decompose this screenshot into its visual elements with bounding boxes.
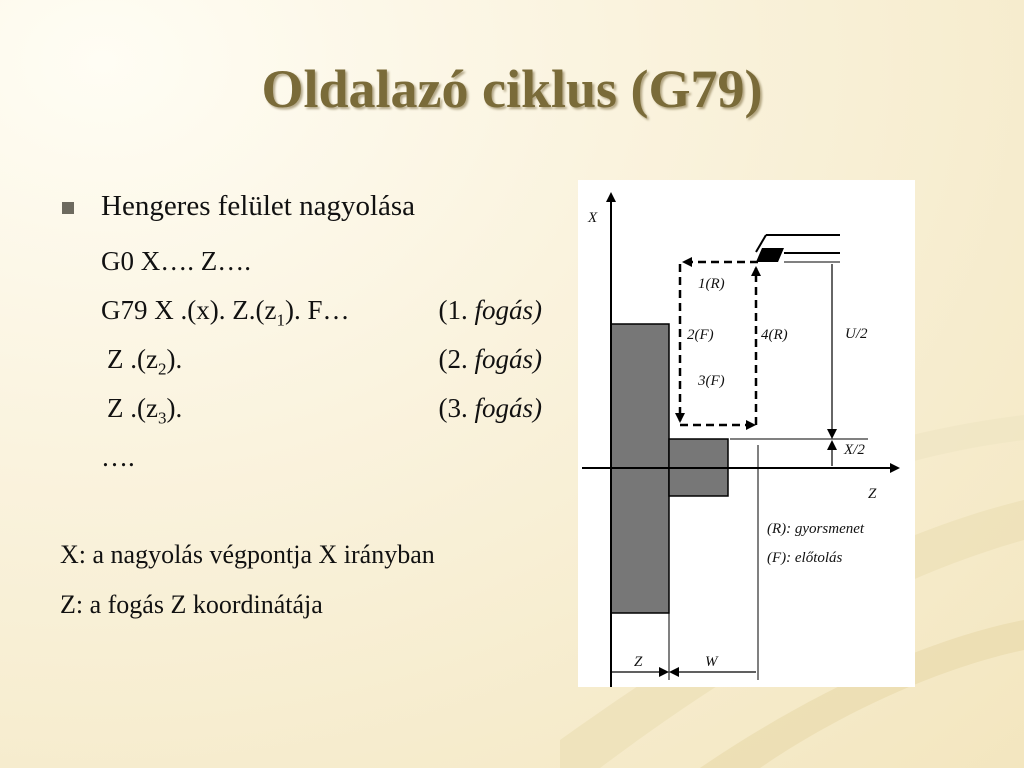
dim-z-label: Z: [634, 654, 643, 670]
bullet-text: Hengeres felület nagyolása: [101, 190, 416, 222]
code-line-2: G79 X .(x). $Z.(z_1)$. F…: [101, 295, 350, 330]
axis-x-label: X: [588, 210, 598, 226]
note-3: (3. fogás): [438, 393, 542, 423]
slide-title: Oldalazó ciklus (G79): [261, 59, 763, 119]
diagram-svg: [578, 180, 915, 687]
footnote-x: X: a nagyolás végpontja X irányban: [60, 540, 435, 569]
note-1: (1. fogás): [438, 295, 542, 325]
code-line-4: Z $.(z_3)$.: [107, 393, 183, 428]
u-half-label: U/2: [845, 326, 868, 342]
move-3-label: 3(F): [698, 373, 725, 389]
x-half-label: X/2: [844, 442, 865, 458]
axis-z-label: Z: [868, 486, 877, 502]
legend-feed: (F): előtolás: [767, 550, 843, 566]
dim-w-label: W: [705, 654, 718, 670]
footnote-z: Z: a fogás Z koordinátája: [60, 590, 323, 619]
move-1-label: 1(R): [698, 276, 725, 292]
move-4-label: 4(R): [761, 327, 788, 343]
code-line-1: G0 X…. Z….: [101, 246, 251, 276]
g79-cycle-diagram: [578, 180, 915, 687]
note-2: (2. fogás): [438, 344, 542, 374]
cutting-tool-icon: [756, 235, 840, 262]
square-bullet-icon: [62, 202, 74, 214]
code-line-5: ….: [101, 442, 135, 472]
code-line-3: Z $.(z_2)$.: [107, 344, 183, 379]
legend-rapid: (R): gyorsmenet: [767, 521, 865, 537]
move-2-label: 2(F): [687, 327, 714, 343]
